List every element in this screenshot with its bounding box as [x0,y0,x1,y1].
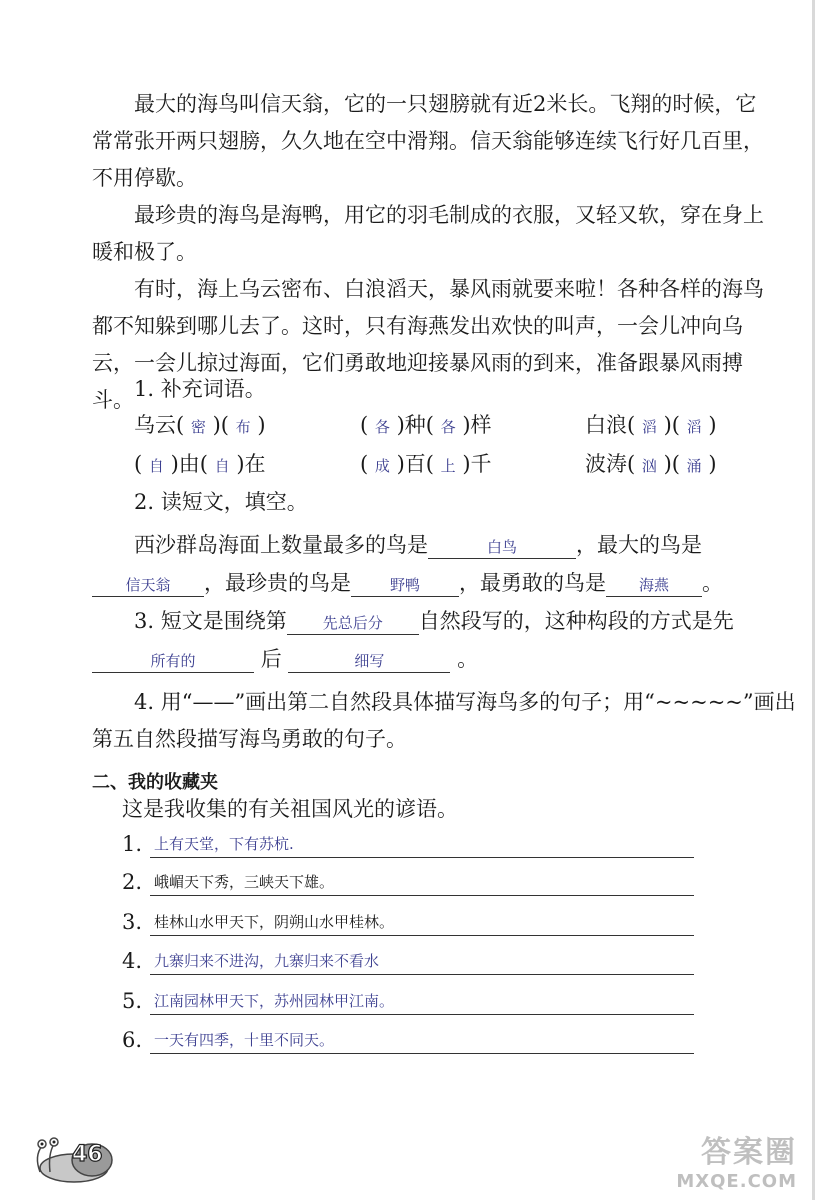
answer-text: 白鸟 [486,538,517,556]
word-prefix: 乌云 [134,413,176,437]
item-number: 5. [122,989,143,1013]
answer-text: 上有天堂，下有苏杭. [154,835,294,853]
page-number: 46 [72,1142,103,1167]
collection-item [122,1024,694,1054]
word-suffix: 千 [470,452,492,476]
answer-blank[interactable] [606,572,702,597]
answer-line[interactable] [150,857,694,858]
question-text: ，最珍贵的鸟是 [204,571,351,595]
word-fill-row-1b: ( 各 )种( 各 )样 [360,413,492,437]
question-text: 3. 短文是围绕第 [134,609,287,633]
answer-text: 所有的 [150,652,196,670]
watermark [676,1127,797,1192]
answer-text: 汹 [641,457,657,475]
answer-blank[interactable] [92,648,254,673]
word-suffix: 在 [244,452,266,476]
question-text: 后 [260,647,282,671]
question-3-line-1 [134,606,734,636]
answer-text: 布 [235,418,251,436]
answer-text: 野鸭 [389,576,420,594]
answer-line[interactable] [150,974,694,975]
collection-item [122,828,694,858]
question-4-line-2: 第五自然段描写海鸟勇敢的句子。 [92,727,407,751]
collection-item [122,985,694,1015]
collection-item [122,866,694,896]
word-fill-row-2: ( 自 )由( 自 )在 [134,452,266,476]
question-2-line-1 [134,530,702,560]
answer-blank[interactable] [351,572,459,597]
answer-text: 峨嵋天下秀，三峡天下雄。 [154,873,335,891]
answer-text: 各 [440,418,456,436]
answer-text: 一天有四季，十里不同天。 [154,1031,335,1049]
watermark-logo-text: 答案圈 [701,1135,797,1170]
word-fill-row-1c: 白浪( 滔 )( 滔 ) [585,413,717,437]
question-text: 西沙群岛海面上数量最多的鸟是 [134,533,428,557]
answer-blank[interactable] [288,648,450,673]
word-middle: 百 [404,452,426,476]
answer-text: 滔 [641,418,657,436]
question-text: ，最大的鸟是 [576,533,702,557]
question-1-label: 1. 补充词语。 [134,377,266,401]
section-2-intro: 这是我收集的有关祖国风光的谚语。 [122,797,458,821]
answer-text: 海燕 [638,576,669,594]
question-text: 自然段写的，这种构段的方式是先 [418,609,734,633]
question-text: 。 [702,571,723,595]
collection-item [122,945,694,975]
answer-text: 密 [190,418,206,436]
answer-text: 自 [214,457,230,475]
answer-text: 各 [374,418,390,436]
passage-paragraph-1: 最大的海鸟叫信天翁，它的一只翅膀就有近2米长。飞翔的时候，它常常张开两只翅膀，久久地在空中滑翔。信天翁能够连续飞行好几百里，不用停歇。 [92,92,764,190]
answer-text: 先总后分 [322,614,383,632]
item-number: 2. [122,870,143,894]
word-suffix: 样 [470,413,492,437]
answer-blank[interactable] [428,534,576,559]
answer-text: 江南园林甲天下，苏州园林甲江南。 [154,992,395,1010]
answer-text: 细写 [354,652,385,670]
answer-text: 桂林山水甲天下，阴朔山水甲桂林。 [154,913,395,931]
answer-text: 信天翁 [125,576,171,594]
collection-item [122,906,694,936]
question-2-label: 2. 读短文，填空。 [134,490,308,514]
question-text: ，最勇敢的鸟是 [459,571,606,595]
item-number: 1. [122,832,143,856]
word-fill-row-2c: 波涛( 汹 )( 涌 ) [585,452,717,476]
page-number-badge [30,1128,120,1188]
answer-text: 成 [374,457,390,475]
section-2-title: 二、我的收藏夹 [92,772,218,793]
word-fill-row-1: 乌云( 密 )( 布 ) [134,413,266,437]
answer-text: 九寨归来不进沟，九寨归来不看水 [154,952,380,970]
answer-text: 涌 [686,457,702,475]
answer-line[interactable] [150,1053,694,1054]
item-number: 6. [122,1028,143,1052]
answer-line[interactable] [150,935,694,936]
question-4-line-1: 4. 用“——”画出第二自然段具体描写海鸟多的句子；用“~~~~~”画出 [134,690,796,714]
answer-blank[interactable] [287,610,419,635]
question-3-line-2 [92,644,478,674]
answer-text: 滔 [686,418,702,436]
question-2-line-2 [92,568,723,598]
answer-blank[interactable] [92,572,204,597]
answer-line[interactable] [150,895,694,896]
word-middle: 由 [178,452,200,476]
word-prefix: 波涛 [585,452,627,476]
word-prefix: 白浪 [585,413,627,437]
answer-text: 自 [148,457,164,475]
passage-paragraph-2: 最珍贵的海鸟是海鸭，用它的羽毛制成的衣服，又轻又软，穿在身上暖和极了。 [92,203,764,264]
question-text: 。 [457,647,479,671]
word-fill-row-2b: ( 成 )百( 上 )千 [360,452,492,476]
passage-paragraph-3: 有时，海上乌云密布、白浪滔天，暴风雨就要来啦！各种各样的海鸟都不知躲到哪儿去了。这时，只有海燕发出欢快的叫声，一会儿冲向乌云，一会儿掠过海面，它们勇敢地迎接暴风雨的到来，准备跟暴风雨搏斗。 [92,277,764,412]
item-number: 3. [122,910,143,934]
item-number: 4. [122,949,143,973]
word-middle: 种 [404,413,426,437]
watermark-url: MXQE.COM [676,1171,797,1192]
answer-line[interactable] [150,1014,694,1015]
answer-text: 上 [440,457,456,475]
